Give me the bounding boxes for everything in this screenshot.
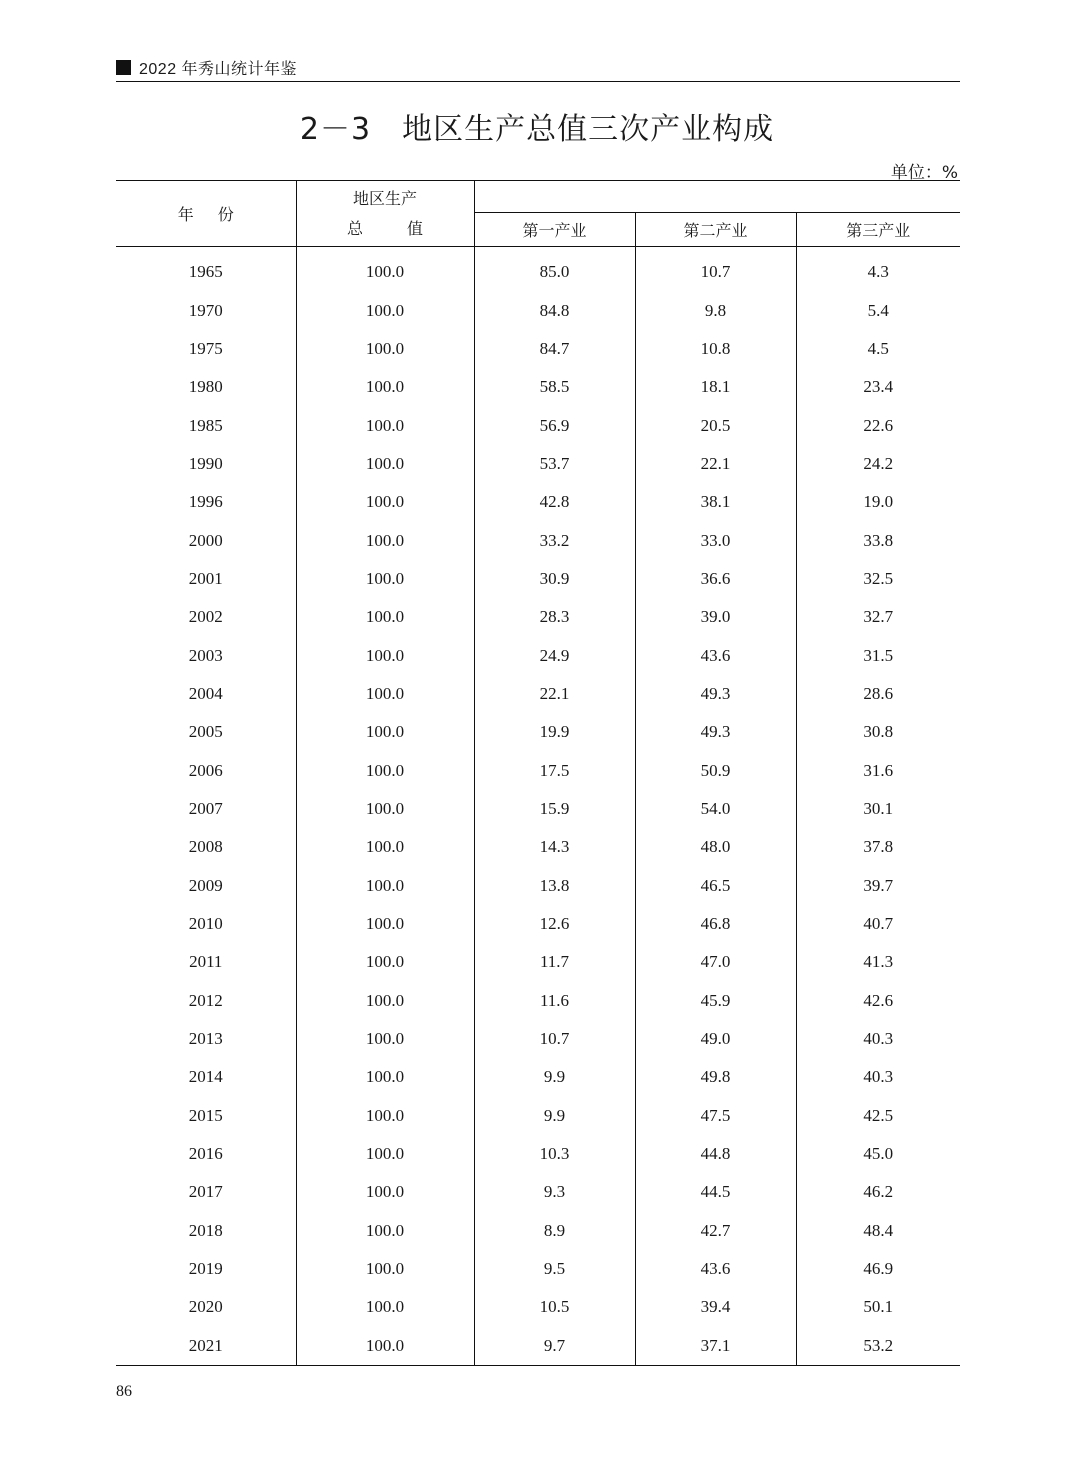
cell-primary: 8.9 xyxy=(474,1212,635,1250)
cell-secondary: 50.9 xyxy=(635,751,796,789)
cell-tertiary: 40.7 xyxy=(863,914,894,934)
cell-primary: 11.6 xyxy=(474,982,635,1020)
unit-label: 单位：% xyxy=(890,163,958,183)
cell-secondary: 43.6 xyxy=(635,636,796,674)
cell-year: 2021 xyxy=(116,1327,296,1366)
gdp-structure-table-container xyxy=(116,180,960,1366)
table-row xyxy=(116,247,960,292)
cell-primary: 14.3 xyxy=(474,828,635,866)
cell-primary: 9.9 xyxy=(474,1058,635,1096)
cell-secondary: 18.1 xyxy=(635,368,796,406)
cell-primary: 10.3 xyxy=(474,1135,635,1173)
cell-year: 1985 xyxy=(116,406,296,444)
cell-tertiary: 42.5 xyxy=(863,1105,894,1125)
table-row xyxy=(116,867,960,905)
cell-secondary: 39.0 xyxy=(635,598,796,636)
cell-secondary: 46.8 xyxy=(635,905,796,943)
running-head xyxy=(116,56,297,79)
cell-gdp-total: 100.0 xyxy=(296,636,474,674)
cell-year: 2011 xyxy=(116,943,296,981)
cell-tertiary: 28.6 xyxy=(863,683,894,703)
cell-tertiary: 24.2 xyxy=(863,453,894,473)
cell-gdp-total: 100.0 xyxy=(296,291,474,329)
cell-year: 2016 xyxy=(116,1135,296,1173)
cell-tertiary: 4.5 xyxy=(867,338,889,358)
cell-primary: 15.9 xyxy=(474,790,635,828)
cell-secondary: 45.9 xyxy=(635,982,796,1020)
cell-gdp-total: 100.0 xyxy=(296,905,474,943)
cell-year: 2015 xyxy=(116,1097,296,1135)
table-row xyxy=(116,636,960,674)
cell-primary: 9.9 xyxy=(474,1097,635,1135)
table-row xyxy=(116,445,960,483)
cell-tertiary: 45.0 xyxy=(863,1144,894,1164)
header-tertiary-industry: 第三产业 xyxy=(796,213,960,247)
cell-year: 1990 xyxy=(116,445,296,483)
table-row xyxy=(116,790,960,828)
table-row xyxy=(116,1020,960,1058)
table-row xyxy=(116,291,960,329)
cell-year: 1970 xyxy=(116,291,296,329)
cell-primary: 9.7 xyxy=(474,1327,635,1366)
cell-secondary: 46.5 xyxy=(635,867,796,905)
table-row xyxy=(116,905,960,943)
cell-tertiary: 23.4 xyxy=(863,377,894,397)
cell-gdp-total: 100.0 xyxy=(296,368,474,406)
cell-secondary: 49.0 xyxy=(635,1020,796,1058)
cell-secondary: 44.8 xyxy=(635,1135,796,1173)
table-row xyxy=(116,1135,960,1173)
cell-secondary: 47.5 xyxy=(635,1097,796,1135)
cell-year: 1975 xyxy=(116,330,296,368)
cell-tertiary: 48.4 xyxy=(863,1220,894,1240)
cell-gdp-total: 100.0 xyxy=(296,867,474,905)
cell-year: 2020 xyxy=(116,1288,296,1326)
cell-tertiary: 32.5 xyxy=(863,568,894,588)
table-row xyxy=(116,751,960,789)
cell-tertiary: 31.5 xyxy=(863,645,894,665)
table-row xyxy=(116,1097,960,1135)
cell-secondary: 49.3 xyxy=(635,713,796,751)
table-row xyxy=(116,675,960,713)
cell-primary: 13.8 xyxy=(474,867,635,905)
cell-tertiary: 50.1 xyxy=(863,1297,894,1317)
header-gdp-line1: 地区生产 xyxy=(352,188,417,208)
cell-gdp-total: 100.0 xyxy=(296,675,474,713)
cell-primary: 11.7 xyxy=(474,943,635,981)
cell-primary: 10.5 xyxy=(474,1288,635,1326)
header-primary-industry: 第一产业 xyxy=(474,213,635,247)
cell-primary: 42.8 xyxy=(474,483,635,521)
cell-secondary: 9.8 xyxy=(635,291,796,329)
cell-tertiary: 19.0 xyxy=(863,492,894,512)
cell-secondary: 49.8 xyxy=(635,1058,796,1096)
cell-gdp-total: 100.0 xyxy=(296,483,474,521)
cell-tertiary: 37.8 xyxy=(863,837,894,857)
cell-gdp-total: 100.0 xyxy=(296,560,474,598)
cell-tertiary: 40.3 xyxy=(863,1029,894,1049)
table-row xyxy=(116,1173,960,1211)
cell-gdp-total: 100.0 xyxy=(296,406,474,444)
cell-tertiary: 31.6 xyxy=(863,760,894,780)
header-secondary-industry: 第二产业 xyxy=(635,213,796,247)
cell-year: 2007 xyxy=(116,790,296,828)
cell-tertiary: 22.6 xyxy=(863,415,894,435)
cell-year: 2017 xyxy=(116,1173,296,1211)
table-row xyxy=(116,330,960,368)
header-gdp-line2: 总值 xyxy=(346,218,467,238)
cell-primary: 19.9 xyxy=(474,713,635,751)
cell-primary: 17.5 xyxy=(474,751,635,789)
cell-primary: 85.0 xyxy=(474,247,635,292)
cell-gdp-total: 100.0 xyxy=(296,751,474,789)
cell-year: 1965 xyxy=(116,247,296,292)
table-row xyxy=(116,560,960,598)
cell-year: 2001 xyxy=(116,560,296,598)
cell-gdp-total: 100.0 xyxy=(296,1212,474,1250)
cell-gdp-total: 100.0 xyxy=(296,1250,474,1288)
cell-tertiary: 33.8 xyxy=(863,530,894,550)
table-row xyxy=(116,521,960,559)
cell-gdp-total: 100.0 xyxy=(296,828,474,866)
cell-primary: 33.2 xyxy=(474,521,635,559)
cell-year: 2006 xyxy=(116,751,296,789)
cell-year: 2018 xyxy=(116,1212,296,1250)
table-row xyxy=(116,1250,960,1288)
table-row xyxy=(116,1327,960,1366)
table-row xyxy=(116,713,960,751)
cell-year: 2008 xyxy=(116,828,296,866)
cell-gdp-total: 100.0 xyxy=(296,790,474,828)
table-row xyxy=(116,1212,960,1250)
cell-tertiary: 30.1 xyxy=(863,798,894,818)
cell-primary: 22.1 xyxy=(474,675,635,713)
cell-secondary: 10.8 xyxy=(635,330,796,368)
cell-secondary: 38.1 xyxy=(635,483,796,521)
cell-secondary: 43.6 xyxy=(635,1250,796,1288)
cell-gdp-total: 100.0 xyxy=(296,713,474,751)
table-row xyxy=(116,598,960,636)
cell-gdp-total: 100.0 xyxy=(296,1058,474,1096)
cell-year: 2005 xyxy=(116,713,296,751)
cell-primary: 9.5 xyxy=(474,1250,635,1288)
table-row xyxy=(116,1288,960,1326)
cell-gdp-total: 100.0 xyxy=(296,1135,474,1173)
cell-year: 2014 xyxy=(116,1058,296,1096)
cell-gdp-total: 100.0 xyxy=(296,330,474,368)
cell-primary: 12.6 xyxy=(474,905,635,943)
cell-year: 2013 xyxy=(116,1020,296,1058)
header-industries-group xyxy=(474,181,960,213)
cell-gdp-total: 100.0 xyxy=(296,1097,474,1135)
cell-primary: 9.3 xyxy=(474,1173,635,1211)
cell-primary: 84.8 xyxy=(474,291,635,329)
cell-gdp-total: 100.0 xyxy=(296,943,474,981)
running-title: 2022 年秀山统计年鉴 xyxy=(139,61,298,78)
cell-year: 2002 xyxy=(116,598,296,636)
cell-secondary: 49.3 xyxy=(635,675,796,713)
cell-secondary: 47.0 xyxy=(635,943,796,981)
table-title: 2－3 地区生产总值三次产业构成 xyxy=(299,112,775,147)
table-row xyxy=(116,828,960,866)
cell-year: 2000 xyxy=(116,521,296,559)
cell-year: 1996 xyxy=(116,483,296,521)
cell-gdp-total: 100.0 xyxy=(296,1020,474,1058)
cell-tertiary: 32.7 xyxy=(863,607,894,627)
cell-year: 2010 xyxy=(116,905,296,943)
cell-tertiary: 53.2 xyxy=(796,1327,960,1366)
cell-tertiary: 4.3 xyxy=(867,262,889,282)
cell-year: 2012 xyxy=(116,982,296,1020)
cell-year: 1980 xyxy=(116,368,296,406)
cell-tertiary: 46.2 xyxy=(863,1182,894,1202)
cell-year: 2003 xyxy=(116,636,296,674)
cell-secondary: 44.5 xyxy=(635,1173,796,1211)
cell-secondary: 54.0 xyxy=(635,790,796,828)
cell-primary: 24.9 xyxy=(474,636,635,674)
cell-secondary: 48.0 xyxy=(635,828,796,866)
cell-tertiary: 46.9 xyxy=(863,1259,894,1279)
cell-primary: 58.5 xyxy=(474,368,635,406)
cell-gdp-total: 100.0 xyxy=(296,1288,474,1326)
table-row xyxy=(116,368,960,406)
cell-tertiary: 30.8 xyxy=(863,722,894,742)
cell-secondary: 33.0 xyxy=(635,521,796,559)
cell-gdp-total: 100.0 xyxy=(296,1327,474,1366)
header-gdp xyxy=(296,181,474,247)
table-row xyxy=(116,483,960,521)
cell-tertiary: 40.3 xyxy=(863,1067,894,1087)
table-row xyxy=(116,943,960,981)
header-rule xyxy=(116,81,960,82)
cell-primary: 28.3 xyxy=(474,598,635,636)
cell-secondary: 20.5 xyxy=(635,406,796,444)
gdp-structure-table xyxy=(116,180,960,1366)
cell-gdp-total: 100.0 xyxy=(296,521,474,559)
cell-tertiary: 41.3 xyxy=(863,952,894,972)
cell-gdp-total: 100.0 xyxy=(296,982,474,1020)
page-number: 86 xyxy=(116,1383,132,1400)
cell-secondary: 42.7 xyxy=(635,1212,796,1250)
cell-gdp-total: 100.0 xyxy=(296,1173,474,1211)
cell-secondary: 36.6 xyxy=(635,560,796,598)
cell-secondary: 22.1 xyxy=(635,445,796,483)
cell-primary: 30.9 xyxy=(474,560,635,598)
cell-secondary: 10.7 xyxy=(635,247,796,292)
table-row xyxy=(116,982,960,1020)
cell-tertiary: 39.7 xyxy=(863,875,894,895)
table-body xyxy=(116,247,960,1366)
cell-gdp-total: 100.0 xyxy=(296,445,474,483)
header-year: 年份 xyxy=(116,181,296,247)
cell-year: 2019 xyxy=(116,1250,296,1288)
cell-secondary: 39.4 xyxy=(635,1288,796,1326)
cell-tertiary: 42.6 xyxy=(863,990,894,1010)
cell-gdp-total: 100.0 xyxy=(296,247,474,292)
table-row xyxy=(116,406,960,444)
cell-gdp-total: 100.0 xyxy=(296,598,474,636)
cell-year: 2009 xyxy=(116,867,296,905)
cell-primary: 10.7 xyxy=(474,1020,635,1058)
cell-tertiary: 5.4 xyxy=(867,300,889,320)
table-row xyxy=(116,1058,960,1096)
cell-primary: 56.9 xyxy=(474,406,635,444)
cell-primary: 53.7 xyxy=(474,445,635,483)
cell-secondary: 37.1 xyxy=(635,1327,796,1366)
square-marker-icon xyxy=(116,60,131,75)
cell-year: 2004 xyxy=(116,675,296,713)
cell-primary: 84.7 xyxy=(474,330,635,368)
